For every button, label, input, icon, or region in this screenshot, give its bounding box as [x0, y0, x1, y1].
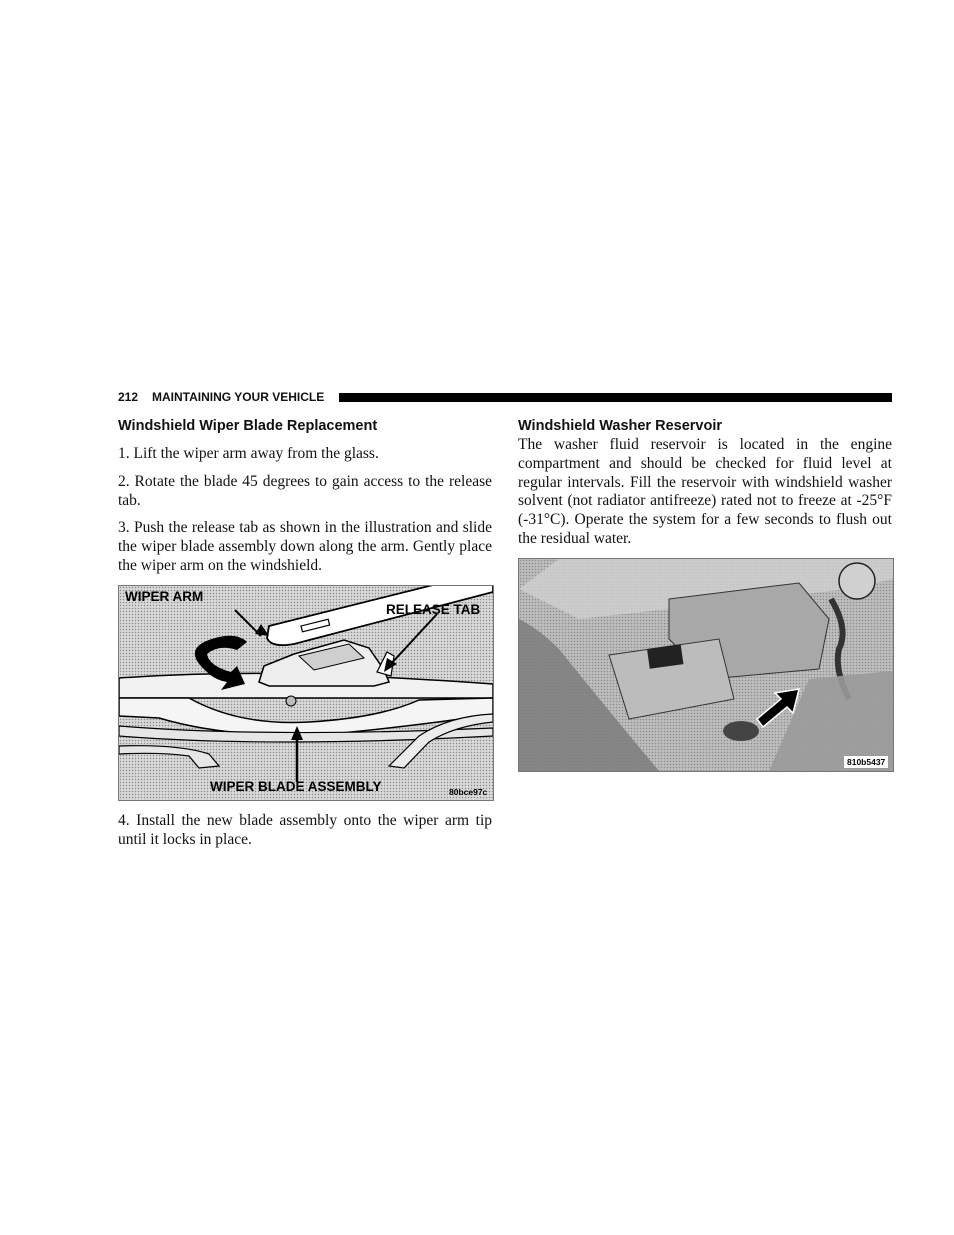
wiper-heading: Windshield Wiper Blade Replacement	[118, 418, 378, 434]
washer-paragraph: The washer fluid reservoir is located in the engine compartment and should be checked for fluid level at regular intervals. Fill the reservoir with windshield washer solvent (not radiator antifreeze) rated not to freeze at -25°F (-31°C). Operate the system for a few seconds to flush out the residual water.	[518, 436, 892, 547]
washer-heading: Windshield Washer Reservoir	[518, 418, 722, 434]
step-4: 4. Install the new blade assembly onto the wiper arm tip until it locks in place.	[118, 811, 492, 848]
wiper-drawing	[119, 586, 493, 800]
label-release-tab: RELEASE TAB	[386, 601, 481, 617]
engine-drawing	[519, 559, 893, 771]
label-wiper-arm: WIPER ARM	[125, 588, 204, 604]
page-header	[118, 389, 892, 405]
right-column	[518, 417, 892, 772]
engine-photo	[518, 558, 894, 772]
wiper-illustration	[118, 585, 494, 801]
figure-code-engine: 810b5437	[843, 755, 889, 769]
left-column	[118, 417, 492, 858]
page-number: 212	[118, 390, 139, 404]
step-2: 2. Rotate the blade 45 degrees to gain access to the release tab.	[118, 472, 492, 509]
section-title: MAINTAINING YOUR VEHICLE	[152, 390, 325, 404]
step-1: 1. Lift the wiper arm away from the glass.	[118, 445, 379, 462]
label-wiper-blade-assembly: WIPER BLADE ASSEMBLY	[210, 778, 382, 794]
step-3: 3. Push the release tab as shown in the illustration and slide the wiper blade assembly down along the arm. Gently place the wiper arm on the windshield.	[118, 519, 492, 574]
header-rule	[339, 393, 892, 402]
figure-code-wiper: 80bce97c	[449, 786, 488, 797]
